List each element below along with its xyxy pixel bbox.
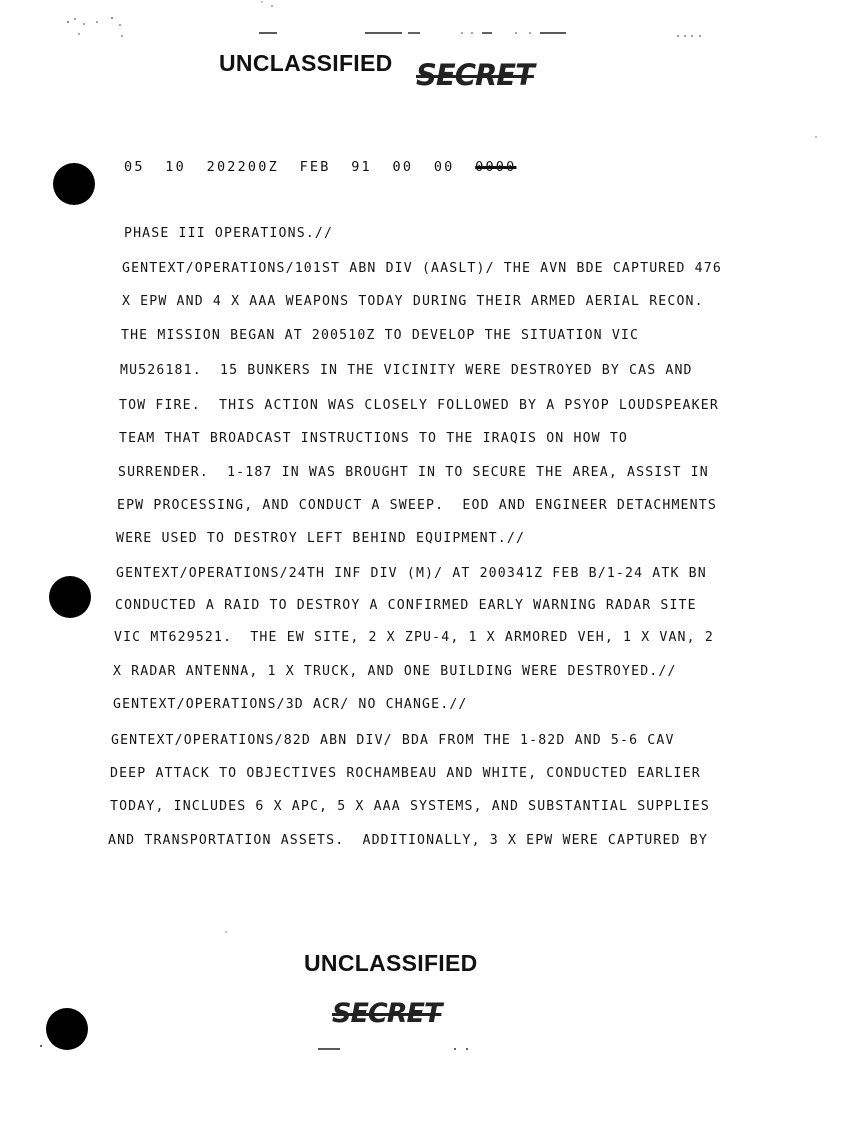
body-line: EPW PROCESSING, AND CONDUCT A SWEEP. EOD AND ENGINEER DETACHMENTS xyxy=(117,498,717,513)
body-line: THE MISSION BEGAN AT 200510Z TO DEVELOP THE SITUATION VIC xyxy=(121,328,640,343)
body-line: TEAM THAT BROADCAST INSTRUCTIONS TO THE IRAQIS ON HOW TO xyxy=(119,431,629,446)
punch-hole-bottom xyxy=(46,1008,88,1050)
dtg-text: 05 10 202200Z FEB 91 00 00 xyxy=(124,159,476,175)
body-line: X RADAR ANTENNA, 1 X TRUCK, AND ONE BUILDING WERE DESTROYED.// xyxy=(113,664,677,679)
punch-hole-middle xyxy=(49,576,91,618)
date-time-group xyxy=(124,159,516,175)
dtg-struck-code: 0000 xyxy=(475,159,517,175)
body-line: GENTEXT/OPERATIONS/3D ACR/ NO CHANGE.// xyxy=(113,697,468,712)
punch-hole-top xyxy=(53,163,95,205)
body-line: TODAY, INCLUDES 6 X APC, 5 X AAA SYSTEMS, AND SUBSTANTIAL SUPPLIES xyxy=(110,799,710,814)
struck-marking-footer: SECRET xyxy=(332,998,442,1029)
body-line: PHASE III OPERATIONS.// xyxy=(124,226,334,241)
body-line: WERE USED TO DESTROY LEFT BEHIND EQUIPMENT.// xyxy=(116,531,526,546)
body-line: AND TRANSPORTATION ASSETS. ADDITIONALLY, 3 X EPW WERE CAPTURED BY xyxy=(108,833,708,848)
body-line: MU526181. 15 BUNKERS IN THE VICINITY WERE DESTROYED BY CAS AND xyxy=(120,363,693,378)
body-line: GENTEXT/OPERATIONS/101ST ABN DIV (AASLT)/ THE AVN BDE CAPTURED 476 xyxy=(122,261,722,276)
body-line: TOW FIRE. THIS ACTION WAS CLOSELY FOLLOWED BY A PSYOP LOUDSPEAKER xyxy=(119,398,719,413)
body-line: GENTEXT/OPERATIONS/24TH INF DIV (M)/ AT 200341Z FEB B/1-24 ATK BN xyxy=(116,566,707,581)
body-line: CONDUCTED A RAID TO DESTROY A CONFIRMED EARLY WARNING RADAR SITE xyxy=(115,598,697,613)
classification-footer: UNCLASSIFIED xyxy=(304,950,478,976)
classification-header: UNCLASSIFIED xyxy=(219,50,393,76)
body-line: GENTEXT/OPERATIONS/82D ABN DIV/ BDA FROM THE 1-82D AND 5-6 CAV xyxy=(111,733,675,748)
struck-marking-header: SECRET xyxy=(416,58,534,92)
body-line: VIC MT629521. THE EW SITE, 2 X ZPU-4, 1 X ARMORED VEH, 1 X VAN, 2 xyxy=(114,630,714,645)
body-line: SURRENDER. 1-187 IN WAS BROUGHT IN TO SECURE THE AREA, ASSIST IN xyxy=(118,465,709,480)
body-line: DEEP ATTACK TO OBJECTIVES ROCHAMBEAU AND WHITE, CONDUCTED EARLIER xyxy=(110,766,701,781)
body-line: X EPW AND 4 X AAA WEAPONS TODAY DURING THEIR ARMED AERIAL RECON. xyxy=(122,294,704,309)
